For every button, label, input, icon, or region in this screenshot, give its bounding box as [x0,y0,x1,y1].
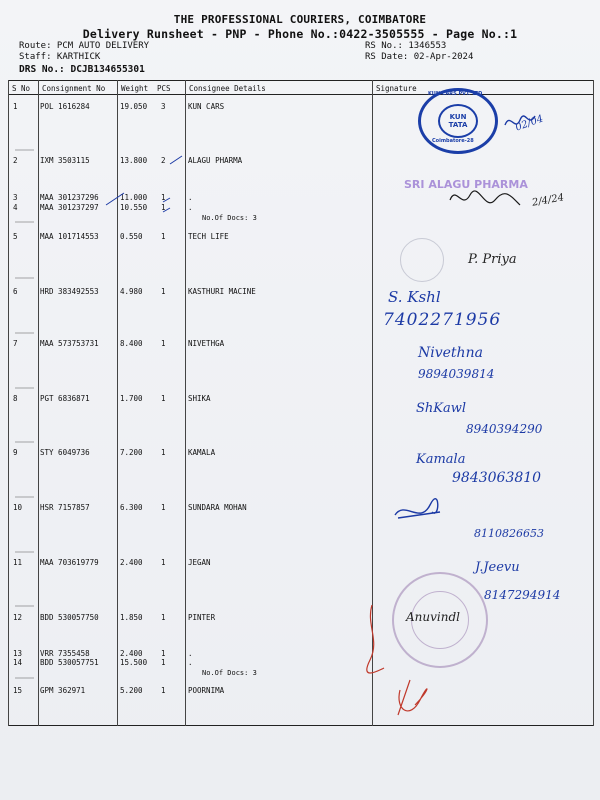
col-weight-header: Weight [121,84,149,93]
row-consignment: BDD 530057751 [40,658,99,667]
row-consignee: KUN CARS [188,102,225,111]
col-consignment-header: Consignment No [42,84,106,93]
row-weight: 15.500 [120,658,148,667]
sig6-phone: 7402271956 [383,310,502,330]
row-consignment: HSR 7157857 [40,503,90,512]
row-sno: 14 [13,658,23,667]
row-weight: 6.300 [120,503,143,512]
row-consignee: POORNIMA [188,686,225,695]
row-consignee: TECH LIFE [188,232,229,241]
row-sno: 8 [13,394,18,403]
row-pcs: 1 [161,448,166,457]
row-weight: 0.550 [120,232,143,241]
row-sno: 9 [13,448,18,457]
row-consignment: PGT 6836871 [40,394,90,403]
red-mark-1 [367,605,384,673]
sig9-phone: 9843063810 [452,470,542,486]
sig10-scribble [395,499,440,518]
rs-number: RS No.: 1346553 [365,41,447,51]
row-weight: 10.550 [120,203,148,212]
drs-number: DRS No.: DCJB134655301 [19,64,145,75]
row-sno: 6 [13,287,18,296]
row-pcs: 1 [161,686,166,695]
sig1-date: 02/04 [513,113,545,134]
sig6-name: S. Kshl [388,288,441,306]
row-consignee: KAMALA [188,448,216,457]
row-weight: 4.980 [120,287,143,296]
col-pcs-header: PCS [157,84,171,93]
row-weight: 11.000 [120,193,148,202]
row-consignee: . [188,193,193,202]
sig7-phone: 9894039814 [418,367,495,381]
kun-stamp-ring: KUN CARS PVT. LTD [428,91,483,97]
row-pcs: 1 [161,339,166,348]
route-field: Route: PCM AUTO DELIVERY [19,41,150,51]
row-consignee: JEGAN [188,558,211,567]
row-weight: 13.800 [120,156,148,165]
runsheet-subtitle: Delivery Runsheet - PNP - Phone No.:0422-3505555 - Page No.:1 [82,27,518,41]
row-sno: 7 [13,339,18,348]
row-pcs: 1 [161,649,166,658]
row-weight: 19.050 [120,102,148,111]
row-pcs: 1 [161,287,166,296]
row-consignment: BDD 530057750 [40,613,99,622]
row-consignment: POL 1616284 [40,102,90,111]
rs-date: RS Date: 02-Apr-2024 [365,52,474,62]
row-weight: 5.200 [120,686,143,695]
row-weight: 2.400 [120,558,143,567]
docs-note: No.Of Docs: 3 [202,214,257,222]
red-mark-2 [398,680,427,715]
row-sno: 15 [13,686,23,695]
row-consignee: . [188,203,193,212]
row-sno: 12 [13,613,23,622]
row-consignee: KASTHURI MACINE [188,287,256,296]
sig12-name: Anuvindl [406,610,460,624]
row-consignment: MAA 703619779 [40,558,99,567]
row-sno: 11 [13,558,23,567]
row-consignee: . [188,658,193,667]
sig8-phone: 8940394290 [466,422,543,436]
col-signature-header: Signature [376,84,417,93]
pharma-stamp: SRI ALAGU PHARMA [404,178,528,191]
staff-field: Staff: KARTHICK [19,52,101,62]
row-sno: 4 [13,203,18,212]
row-consignee: ALAGU PHARMA [188,156,243,165]
row-sno: 5 [13,232,18,241]
sig9-name: Kamala [416,452,466,467]
row-pcs: 2 [161,156,166,165]
docs-note: No.Of Docs: 3 [202,669,257,677]
row-weight: 2.400 [120,649,143,658]
row-pcs: 1 [161,193,166,202]
row-weight: 1.850 [120,613,143,622]
row-consignee: NIVETHGA [188,339,225,348]
row-pcs: 1 [161,558,166,567]
row-weight: 7.200 [120,448,143,457]
col-consignee-header: Consignee Details [189,84,266,93]
sig10-phone: 8110826653 [474,527,544,540]
row-consignee: PINTER [188,613,216,622]
sig5: P. Priya [468,252,517,267]
row-pcs: 1 [161,658,166,667]
row-consignee: . [188,649,193,658]
sig7-name: Nivethna [418,345,483,361]
sig11-name: J.Jeevu [475,560,520,575]
row-pcs: 1 [161,613,166,622]
col-sno-header: S No [12,84,31,93]
row-sno: 2 [13,156,18,165]
kun-stamp-city: Coimbatore-28 [432,138,474,144]
sig2-scribble [450,191,520,205]
row-weight: 1.700 [120,394,143,403]
row-consignment: MAA 301237296 [40,193,99,202]
sig2-date: 2/4/24 [531,192,565,209]
row-consignment: MAA 573753731 [40,339,99,348]
row-pcs: 3 [161,102,166,111]
row-consignment: VRR 7355458 [40,649,90,658]
row-consignment: MAA 101714553 [40,232,99,241]
row-consignee: SUNDARA MOHAN [188,503,247,512]
row-pcs: 1 [161,503,166,512]
sig1-scribble [505,116,535,125]
company-title: THE PROFESSIONAL COURIERS, COIMBATORE [173,13,427,26]
row-pcs: 1 [161,203,166,212]
row-consignment: STY 6049736 [40,448,90,457]
sig11-phone: 8147294914 [484,588,561,602]
row-consignee: SHIKA [188,394,211,403]
row-sno: 3 [13,193,18,202]
row-consignment: IXM 3503115 [40,156,90,165]
sig8-name: ShKawl [416,401,467,416]
row-pcs: 1 [161,394,166,403]
row-sno: 13 [13,649,23,658]
row-sno: 10 [13,503,23,512]
row-consignment: MAA 301237297 [40,203,99,212]
kun-stamp-center: KUN TATA [438,104,478,138]
row-weight: 8.400 [120,339,143,348]
row-pcs: 1 [161,232,166,241]
row-consignment: GPM 362971 [40,686,86,695]
row-sno: 1 [13,102,18,111]
row-consignment: HRD 383492553 [40,287,99,296]
